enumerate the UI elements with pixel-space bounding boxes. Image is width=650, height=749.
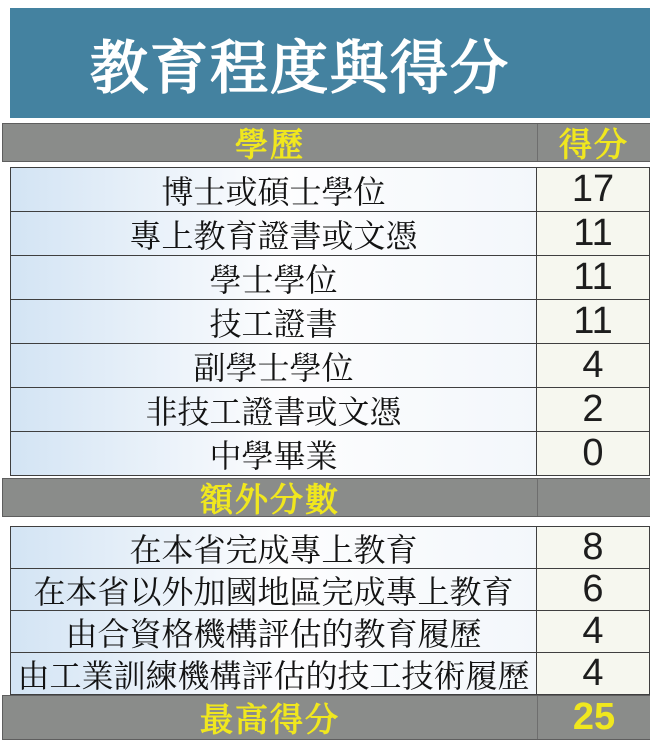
header-education-column: 學歷 bbox=[235, 126, 305, 163]
table-row bbox=[10, 211, 650, 256]
table-row bbox=[10, 526, 650, 569]
title-banner bbox=[10, 8, 650, 118]
education-label: 博士或碩士學位 bbox=[11, 168, 536, 211]
table-row bbox=[10, 255, 650, 300]
education-label: 中學畢業 bbox=[11, 432, 536, 475]
score-value: 0 bbox=[536, 432, 649, 475]
score-value: 2 bbox=[536, 388, 649, 431]
bonus-label: 在本省完成專上教育 bbox=[11, 527, 536, 568]
score-value: 4 bbox=[536, 611, 649, 652]
score-value: 8 bbox=[536, 527, 649, 568]
section-header-row bbox=[2, 478, 650, 517]
table-row bbox=[10, 652, 650, 695]
table-footer-row bbox=[2, 695, 650, 740]
bonus-label: 由工業訓練機構評估的技工技術履歷 bbox=[11, 653, 536, 694]
header-score-column: 得分 bbox=[537, 124, 650, 161]
max-score-label: 最高得分 bbox=[200, 701, 340, 738]
bonus-label: 在本省以外加國地區完成專上教育 bbox=[11, 569, 536, 610]
table-header-row bbox=[2, 123, 650, 162]
table-row bbox=[10, 610, 650, 653]
score-value: 4 bbox=[536, 653, 649, 694]
score-table bbox=[2, 123, 650, 740]
table-row bbox=[10, 387, 650, 432]
education-label: 專上教育證書或文憑 bbox=[11, 212, 536, 255]
table-row bbox=[10, 167, 650, 212]
score-value: 4 bbox=[536, 344, 649, 387]
education-label: 學士學位 bbox=[11, 256, 536, 299]
bonus-label: 由合資格機構評估的教育履歷 bbox=[11, 611, 536, 652]
education-label: 副學士學位 bbox=[11, 344, 536, 387]
table-row bbox=[10, 343, 650, 388]
score-value: 17 bbox=[536, 168, 649, 211]
max-score-value: 25 bbox=[537, 696, 650, 739]
score-value: 11 bbox=[536, 300, 649, 343]
education-label: 非技工證書或文憑 bbox=[11, 388, 536, 431]
score-value: 6 bbox=[536, 569, 649, 610]
table-row bbox=[10, 299, 650, 344]
section-header-label: 額外分數 bbox=[200, 481, 340, 518]
page-title: 教育程度與得分 bbox=[89, 36, 510, 101]
table-row bbox=[10, 568, 650, 611]
score-value: 11 bbox=[536, 212, 649, 255]
education-label: 技工證書 bbox=[11, 300, 536, 343]
section-header-score-cell bbox=[537, 479, 650, 516]
score-value: 11 bbox=[536, 256, 649, 299]
table-row bbox=[10, 431, 650, 476]
